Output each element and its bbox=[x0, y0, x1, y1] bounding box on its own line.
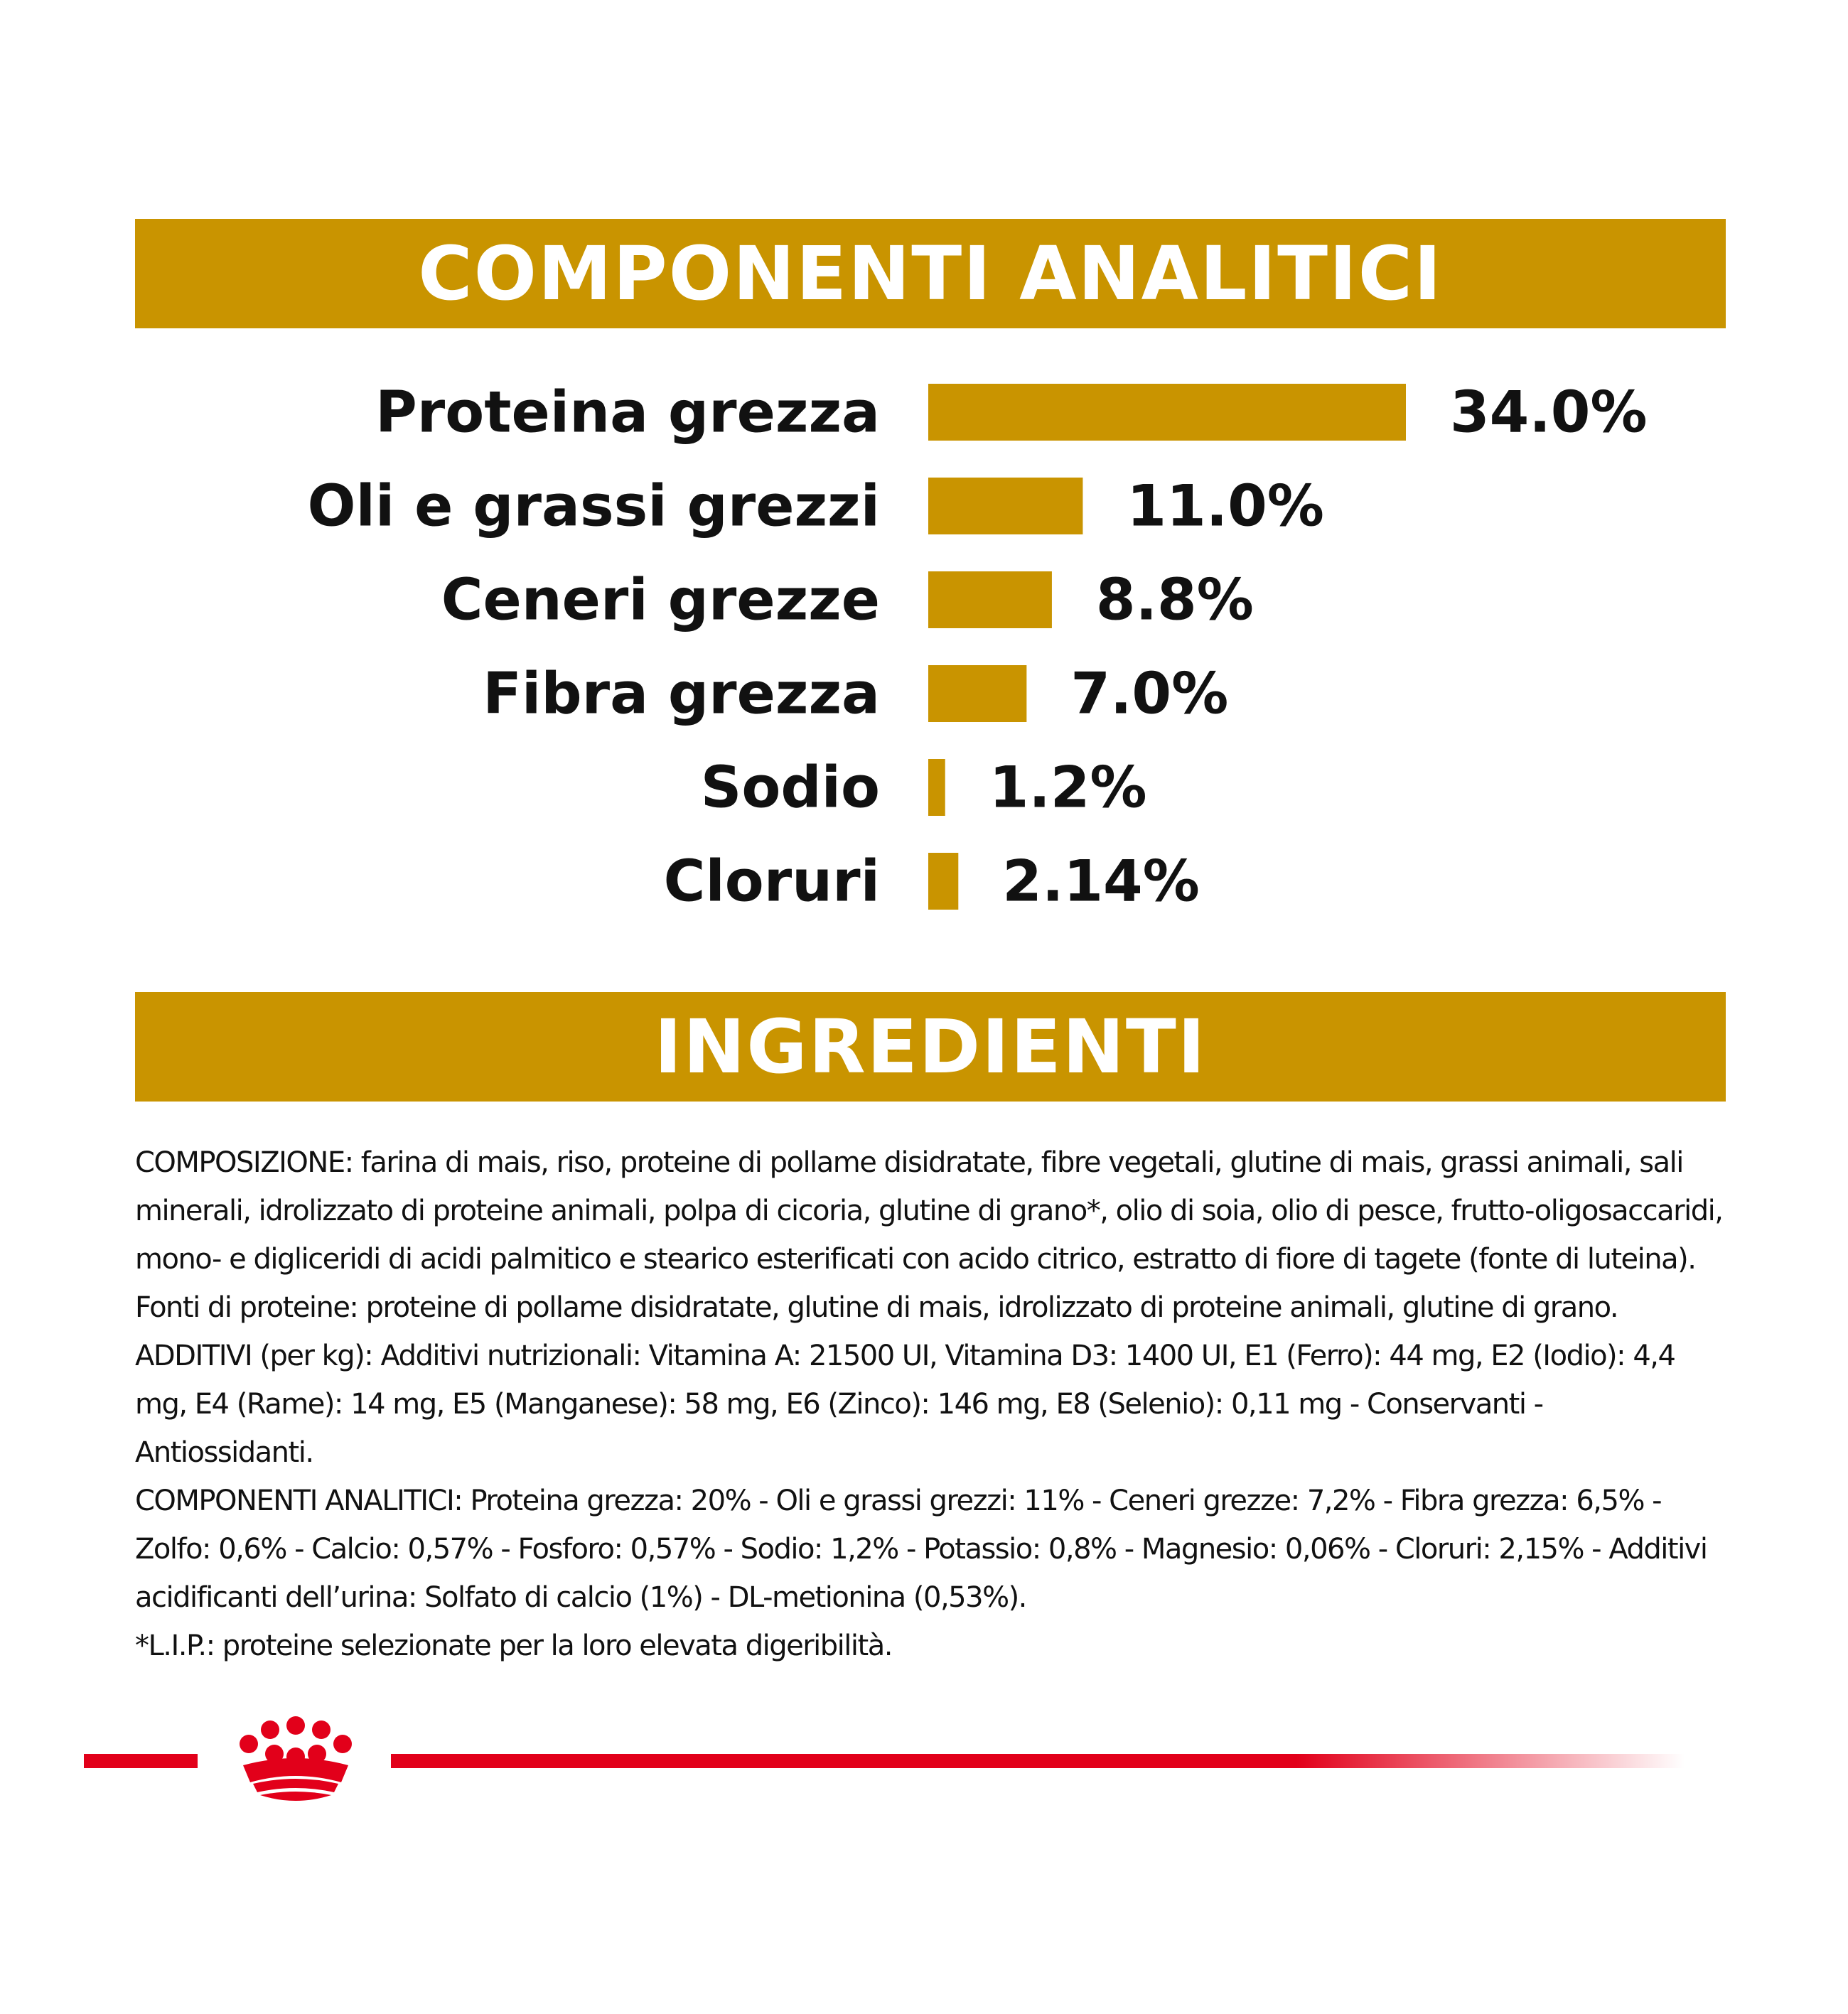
category-label-sodio: Sodio bbox=[700, 754, 880, 821]
ingredients-header bbox=[135, 992, 1726, 1102]
value-label-oli-e-grassi-grezzi: 11.0% bbox=[1127, 473, 1324, 539]
value-label-cloruri: 2.14% bbox=[1002, 848, 1200, 915]
ingredients-title: INGREDIENTI bbox=[654, 1003, 1207, 1090]
category-label-proteina-grezza: Proteina grezza bbox=[375, 379, 880, 446]
bar-sodio bbox=[928, 759, 945, 816]
ingredients-footnote: *L.I.P.: proteine selezionate per la loro elevata digeribilità. bbox=[135, 1630, 892, 1662]
analytic-bar-chart bbox=[0, 355, 1848, 938]
analytic-components-header bbox=[135, 219, 1726, 328]
ingredients-composition: COMPOSIZIONE: farina di mais, riso, proteine di pollame disidratate, fibre vegetali, glutine di mais, grassi animali, sali minerali, idrolizzato di proteine animali, polpa di cicoria, glutine di grano*, olio di soia, olio di pesce, frutto-oligosaccaridi, mono- e digliceridi di acidi palmitico e stearico esterificati con acido citrico, estratto di fiore di tagete (fonte di luteina). Fonti di proteine: proteine di pollame disidratate, glutine di mais, idrolizzato di proteine animali, glutine di grano. bbox=[135, 1146, 1723, 1324]
category-label-cloruri: Cloruri bbox=[663, 848, 880, 915]
ingredients-body bbox=[135, 1138, 1727, 1670]
crown-icon bbox=[240, 1716, 352, 1801]
value-label-ceneri-grezze: 8.8% bbox=[1095, 566, 1254, 633]
bar-cloruri bbox=[928, 853, 958, 910]
brand-line-left bbox=[84, 1754, 198, 1768]
analytic-components-title: COMPONENTI ANALITICI bbox=[418, 230, 1443, 317]
ingredients-additives: ADDITIVI (per kg): Additivi nutrizionali: Vitamina A: 21500 UI, Vitamina D3: 1400 UI, E1 (Ferro): 44 mg, E2 (Iodio): 4,4 mg, E4 (Rame): 14 mg, E5 (Manganese): 58 mg, E6 (Zinco): 146 mg, E8 (Selenio): 0,11 mg - Conservanti - Antiossidanti. bbox=[135, 1340, 1675, 1469]
bar-fibra-grezza bbox=[928, 665, 1026, 722]
brand-line-right bbox=[391, 1754, 1685, 1768]
bar-ceneri-grezze bbox=[928, 571, 1052, 628]
brand-footer bbox=[78, 1714, 1685, 1814]
bar-proteina-grezza bbox=[928, 384, 1406, 441]
bar-oli-e-grassi-grezzi bbox=[928, 478, 1083, 534]
category-label-oli-e-grassi-grezzi: Oli e grassi grezzi bbox=[307, 473, 880, 539]
ingredients-analytic-components: COMPONENTI ANALITICI: Proteina grezza: 20% - Oli e grassi grezzi: 11% - Ceneri grezze: 7,2% - Fibra grezza: 6,5% - Zolfo: 0,6% - Calcio: 0,57% - Fosforo: 0,57% - Sodio: 1,2% - Potassio: 0,8% - Magnesio: 0,06% - Cloruri: 2,15% - Additivi acidificanti dell’urina: Solfato di calcio (1%) - DL-metionina (0,53%). bbox=[135, 1485, 1707, 1614]
value-label-fibra-grezza: 7.0% bbox=[1070, 660, 1229, 727]
value-label-proteina-grezza: 34.0% bbox=[1450, 379, 1648, 446]
value-label-sodio: 1.2% bbox=[989, 754, 1147, 821]
category-label-fibra-grezza: Fibra grezza bbox=[483, 660, 880, 727]
category-label-ceneri-grezze: Ceneri grezze bbox=[441, 566, 880, 633]
